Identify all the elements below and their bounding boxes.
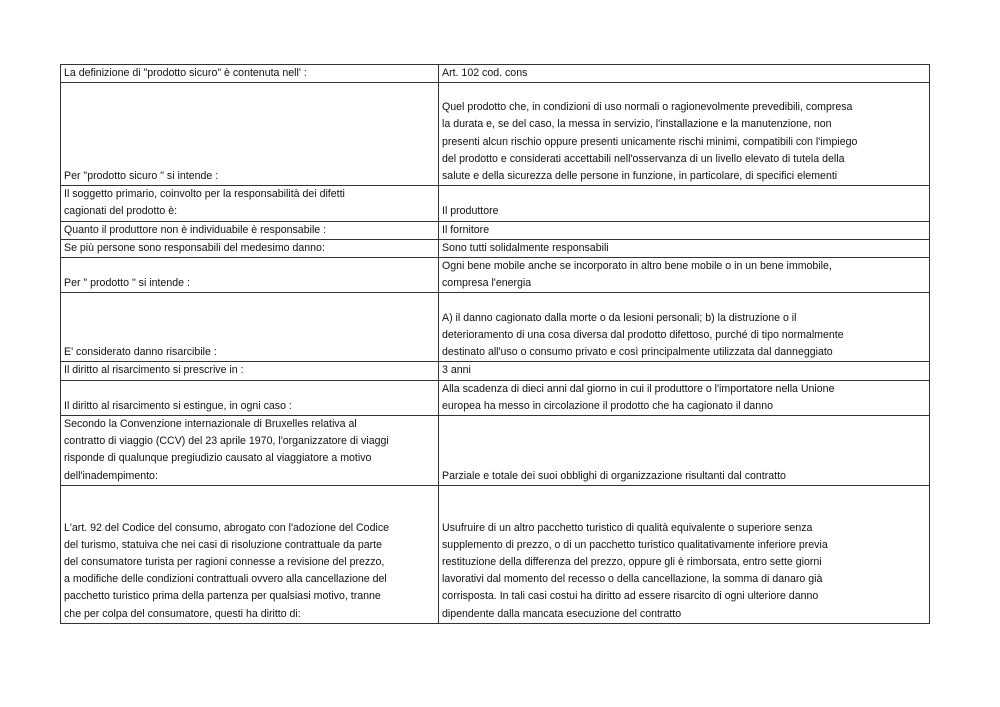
answer-cell: Sono tutti solidalmente responsabili <box>439 239 930 257</box>
question-cell: Per " prodotto " si intende : <box>61 258 439 293</box>
table-row <box>61 416 930 486</box>
table-row <box>61 293 930 362</box>
answer-cell: Parziale e totale dei suoi obblighi di organizzazione risultanti dal contratto <box>439 416 930 486</box>
answer-cell: A) il danno cagionato dalla morte o da lesioni personali; b) la distruzione o il deterioramento di una cosa diversa dal prodotto difettoso, purché di tipo normalmente destinato all'uso o consumo privato e così principalmente utilizzata dal danneggiato <box>439 293 930 362</box>
answer-cell: Ogni bene mobile anche se incorporato in altro bene mobile o in un bene immobile, compresa l'energia <box>439 258 930 293</box>
question-cell: Se più persone sono responsabili del medesimo danno: <box>61 239 439 257</box>
table-row <box>61 362 930 380</box>
question-cell: Quanto il produttore non è individuabile è responsabile : <box>61 221 439 239</box>
table-row <box>61 186 930 221</box>
answer-cell: 3 anni <box>439 362 930 380</box>
table-row <box>61 65 930 83</box>
qa-table <box>60 64 930 624</box>
answer-cell: Alla scadenza di dieci anni dal giorno in cui il produttore o l'importatore nella Unione europea ha messo in circolazione il prodotto che ha cagionato il danno <box>439 380 930 415</box>
question-cell: E' considerato danno risarcibile : <box>61 293 439 362</box>
answer-cell: Quel prodotto che, in condizioni di uso normali o ragionevolmente prevedibili, compresa la durata e, se del caso, la messa in servizio, l'installazione e la manutenzione, non presenti alcun rischio oppure presenti unicamente rischi minimi, compatibili con l'impiego del prodotto e considerati accettabili nell'osservanza di un livello elevato di tutela della salute e della sicurezza delle persone in funzione, in particolare, di specifici elementi <box>439 83 930 186</box>
answer-cell: Il produttore <box>439 186 930 221</box>
table-row <box>61 239 930 257</box>
question-cell: La definizione di "prodotto sicuro" è contenuta nell' : <box>61 65 439 83</box>
question-cell: L'art. 92 del Codice del consumo, abrogato con l'adozione del Codice del turismo, statuiva che nei casi di risoluzione contrattuale da parte del consumatore turista per ragioni connesse a revisione del prezzo, a modifiche delle condizioni contrattuali ovvero alla cancellazione del pacchetto turistico prima della partenza per qualsiasi motivo, tranne che per colpa del consumatore, questi ha diritto di: <box>61 485 439 623</box>
answer-cell: Il fornitore <box>439 221 930 239</box>
question-cell: Il soggetto primario, coinvolto per la responsabilità dei difetti cagionati del prodotto è: <box>61 186 439 221</box>
table-row <box>61 485 930 623</box>
table-row <box>61 221 930 239</box>
table-row <box>61 380 930 415</box>
question-cell: Il diritto al risarcimento si prescrive in : <box>61 362 439 380</box>
question-cell: Il diritto al risarcimento si estingue, in ogni caso : <box>61 380 439 415</box>
table-row <box>61 83 930 186</box>
answer-cell: Usufruire di un altro pacchetto turistico di qualità equivalente o superiore senza supplemento di prezzo, o di un pacchetto turistico qualitativamente inferiore previa restituzione della differenza del prezzo, oppure gli è rimborsata, entro sette giorni lavorativi dal momento del recesso o della cancellazione, la somma di danaro già corrisposta. In tali casi costui ha diritto ad essere risarcito di ogni ulteriore danno dipendente dalla mancata esecuzione del contratto <box>439 485 930 623</box>
question-cell: Secondo la Convenzione internazionale di Bruxelles relativa al contratto di viaggio (CCV) del 23 aprile 1970, l'organizzatore di viaggi risponde di qualunque pregiudizio causato al viaggiatore a motivo dell'inadempimento: <box>61 416 439 486</box>
question-cell: Per "prodotto sicuro " si intende : <box>61 83 439 186</box>
answer-cell: Art. 102 cod. cons <box>439 65 930 83</box>
table-row <box>61 258 930 293</box>
